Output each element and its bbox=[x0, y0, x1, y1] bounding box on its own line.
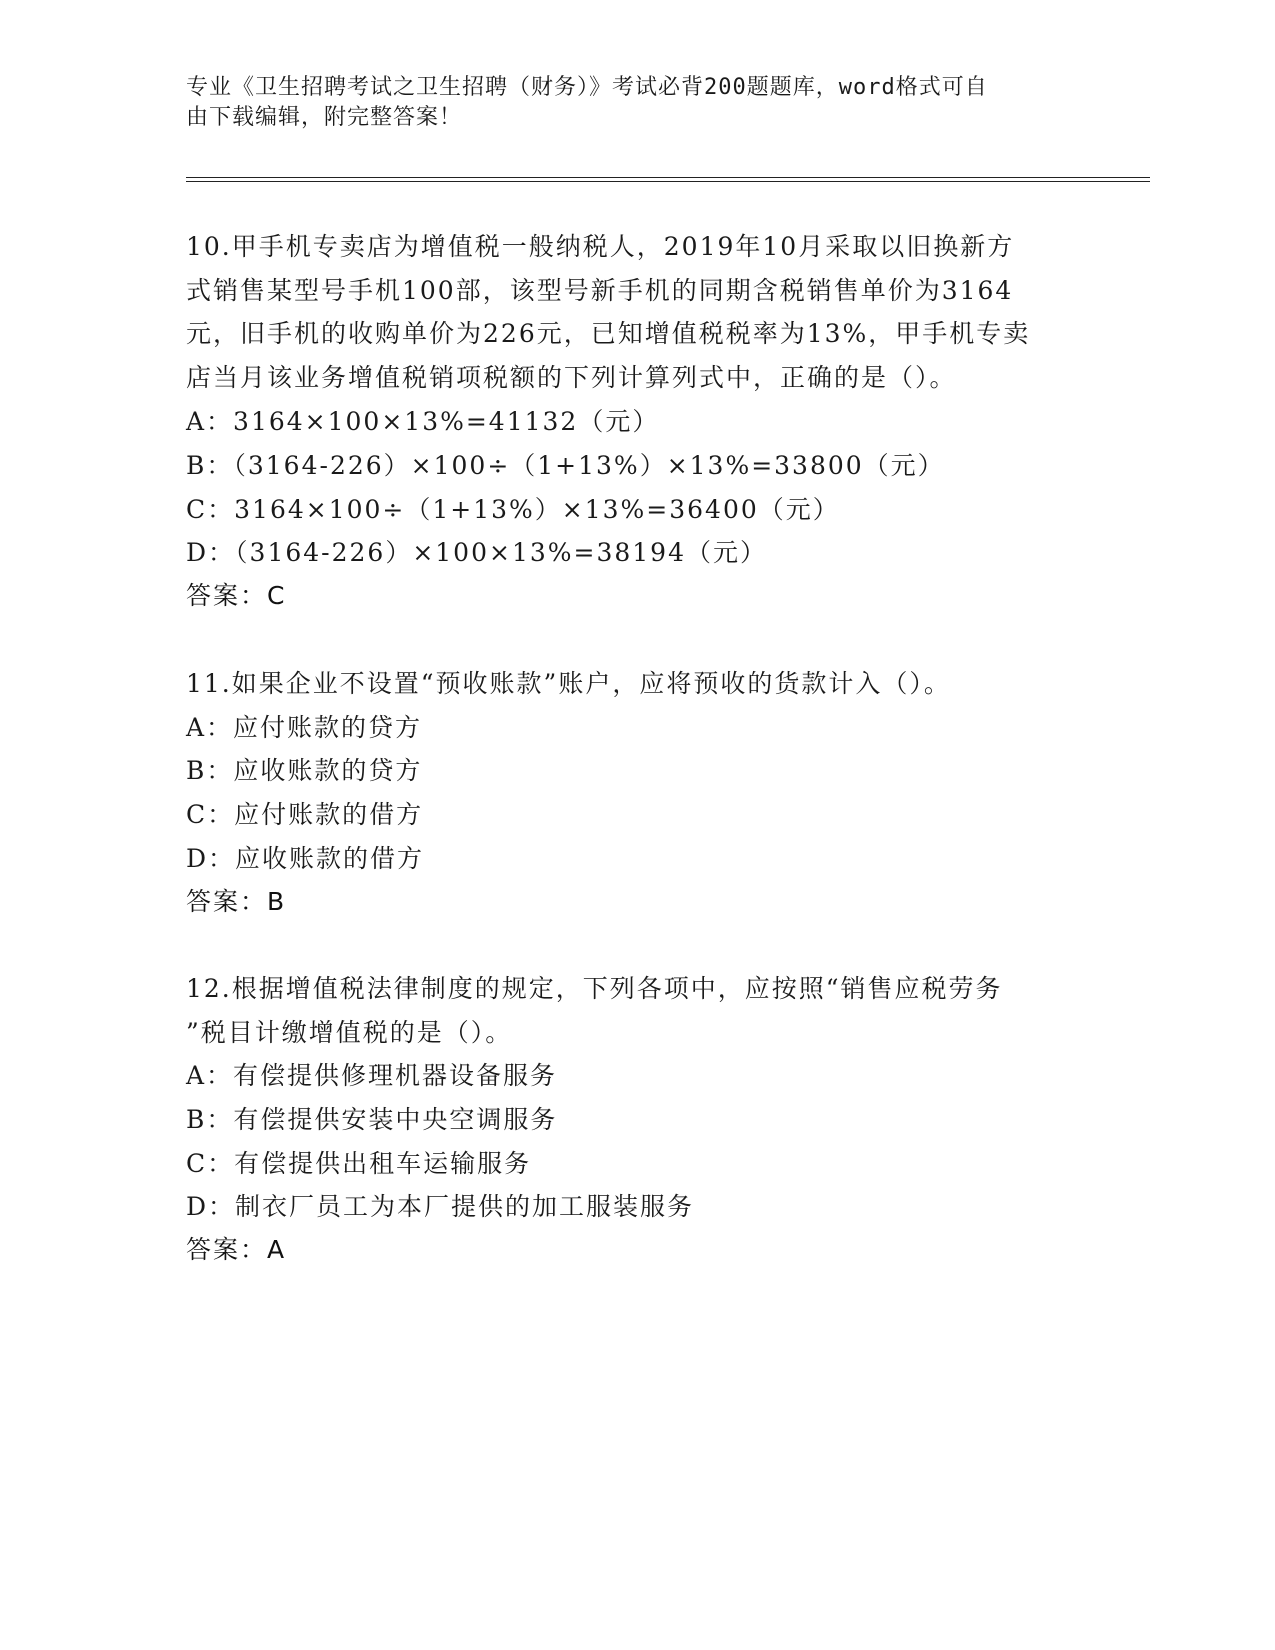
option-a: A：3164×100×13%=41132（元） bbox=[186, 407, 660, 436]
header-line: 由下载编辑，附完整答案！ bbox=[186, 105, 463, 130]
option-b: B：有偿提供安装中央空调服务 bbox=[186, 1105, 558, 1134]
answer: 答案：B bbox=[186, 887, 287, 916]
answer: 答案：A bbox=[186, 1235, 287, 1264]
question-text: 12.根据增值税法律制度的规定，下列各项中，应按照“销售应税劳务 bbox=[186, 974, 1003, 1003]
option-a: A：应付账款的贷方 bbox=[186, 713, 423, 742]
question-text: 店当月该业务增值税销项税额的下列计算列式中，正确的是（）。 bbox=[186, 363, 957, 392]
option-b: B：应收账款的贷方 bbox=[186, 756, 423, 785]
option-b: B：（3164-226）×100÷（1+13%）×13%=33800（元） bbox=[186, 451, 945, 480]
option-d: D：制衣厂员工为本厂提供的加工服装服务 bbox=[186, 1192, 695, 1221]
option-a: A：有偿提供修理机器设备服务 bbox=[186, 1061, 558, 1090]
question-text: 式销售某型号手机100部，该型号新手机的同期含税销售单价为3164 bbox=[186, 276, 1014, 305]
header-divider bbox=[186, 177, 1150, 178]
question-text: ”税目计缴增值税的是（）。 bbox=[186, 1018, 513, 1047]
question-text: 10.甲手机专卖店为增值税一般纳税人，2019年10月采取以旧换新方 bbox=[186, 232, 1015, 261]
option-c: C：有偿提供出租车运输服务 bbox=[186, 1149, 532, 1178]
option-d: D：（3164-226）×100×13%=38194（元） bbox=[186, 538, 767, 567]
option-c: C：3164×100÷（1+13%）×13%=36400（元） bbox=[186, 495, 840, 524]
header-divider bbox=[186, 181, 1150, 182]
option-c: C：应付账款的借方 bbox=[186, 800, 424, 829]
question-text: 元，旧手机的收购单价为226元，已知增值税税率为13%，甲手机专卖 bbox=[186, 319, 1031, 348]
answer: 答案：C bbox=[186, 581, 287, 610]
header-line: 专业《卫生招聘考试之卫生招聘（财务）》考试必背200题题库，word格式可自 bbox=[186, 75, 988, 100]
option-d: D：应收账款的借方 bbox=[186, 844, 425, 873]
document-header bbox=[186, 73, 1066, 133]
question-text: 11.如果企业不设置“预收账款”账户，应将预收的货款计入（）。 bbox=[186, 669, 951, 698]
